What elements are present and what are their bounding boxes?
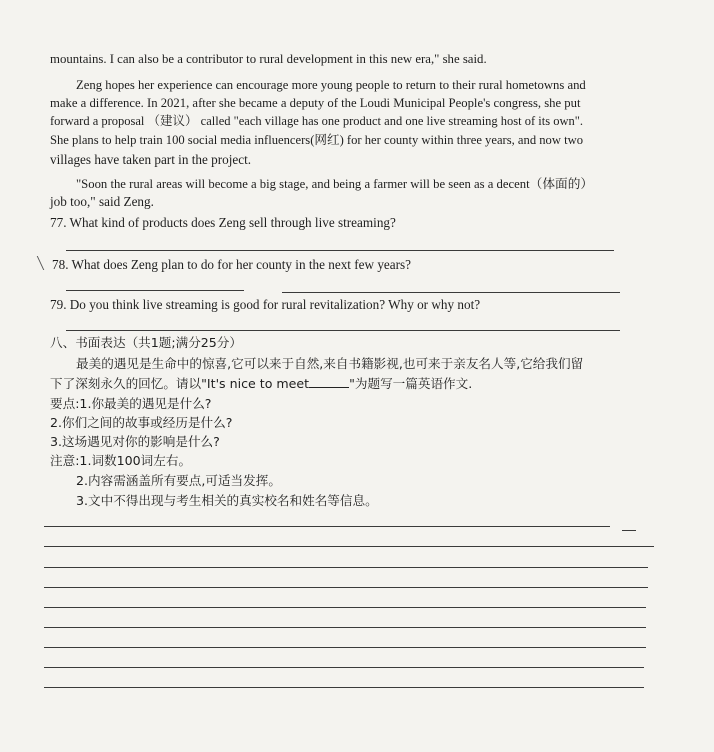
essay-line[interactable] xyxy=(44,687,644,688)
essay-line[interactable] xyxy=(44,627,646,628)
essay-line-fragment xyxy=(622,530,636,531)
question-79: 79. Do you think live streaming is good for rural revitalization? Why or why not? xyxy=(50,297,481,312)
passage-line: forward a proposal （建议） called "each village has one product and one live streaming host of its own". xyxy=(50,114,583,128)
writing-prompt-part: 下了深刻永久的回忆。请以"It's nice to meet xyxy=(50,376,310,391)
passage-line: villages have taken part in the project. xyxy=(50,152,252,167)
answer-line-78b[interactable] xyxy=(282,292,620,293)
essay-line[interactable] xyxy=(44,567,648,568)
answer-line-78a[interactable] xyxy=(66,290,244,291)
section-heading: 八、书面表达（共1题;满分25分） xyxy=(50,335,242,350)
writing-prompt-part: "为题写一篇英语作文. xyxy=(349,376,473,391)
essay-line[interactable] xyxy=(44,546,654,547)
passage-line: mountains. I can also be a contributor to rural development in this new era," she said. xyxy=(50,52,487,66)
key-point: 2.你们之间的故事或经历是什么? xyxy=(50,415,233,430)
passage-line: job too," said Zeng. xyxy=(50,194,154,209)
answer-line-77[interactable] xyxy=(66,250,614,251)
essay-line[interactable] xyxy=(44,587,648,588)
passage-line: She plans to help train 100 social media influencers(网红) for her county within three years, and now two xyxy=(50,133,583,147)
writing-prompt xyxy=(50,375,472,392)
essay-line[interactable] xyxy=(44,667,644,668)
passage-line: make a difference. In 2021, after she became a deputy of the Loudi Municipal People's congress, she put xyxy=(50,96,581,110)
question-78: 78. What does Zeng plan to do for her county in the next few years? xyxy=(52,257,412,272)
note: 3.文中不得出现与考生相关的真实校名和姓名等信息。 xyxy=(76,493,378,508)
key-point: 要点:1.你最美的遇见是什么? xyxy=(50,396,212,411)
essay-line[interactable] xyxy=(44,526,610,527)
note: 注意:1.词数100词左右。 xyxy=(50,453,192,468)
note: 2.内容需涵盖所有要点,可适当发挥。 xyxy=(76,473,281,488)
question-77: 77. What kind of products does Zeng sell through live streaming? xyxy=(50,215,396,230)
passage-line: "Soon the rural areas will become a big stage, and being a farmer will be seen as a decent（体面的） xyxy=(76,177,594,191)
passage-line: Zeng hopes her experience can encourage more young people to return to their rural hometowns and xyxy=(76,78,586,92)
answer-line-79[interactable] xyxy=(66,330,620,331)
scan-mark xyxy=(37,256,53,270)
essay-line[interactable] xyxy=(44,607,646,608)
title-blank[interactable] xyxy=(309,376,349,388)
key-point: 3.这场遇见对你的影响是什么? xyxy=(50,434,220,449)
writing-prompt: 最美的遇见是生命中的惊喜,它可以来于自然,来自书籍影视,也可来于亲友名人等,它给我们留 xyxy=(76,356,584,371)
essay-line[interactable] xyxy=(44,647,646,648)
